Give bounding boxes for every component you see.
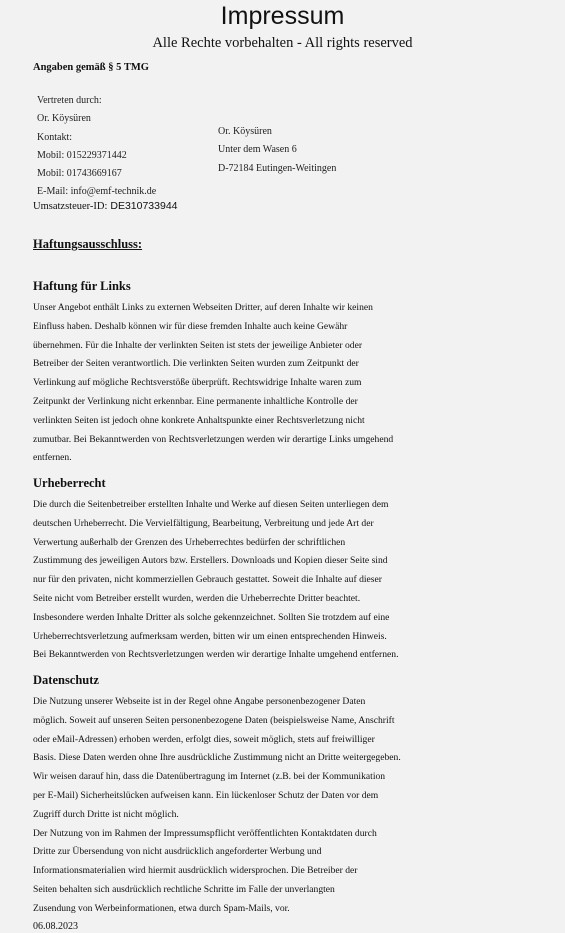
address-name: Or. Köysüren — [218, 126, 272, 137]
disclaimer-heading: Haftungsausschluss: — [33, 237, 143, 251]
contact-label: Kontakt: — [37, 131, 72, 143]
publication-date: 06.08.2023 — [33, 921, 78, 932]
privacy-heading: Datenschutz — [33, 673, 99, 687]
vat-id-label: Umsatzsteuer-ID: — [33, 201, 108, 212]
vat-id-value: DE310733944 — [110, 200, 178, 212]
links-section — [33, 279, 433, 468]
links-heading: Haftung für Links — [33, 279, 131, 293]
tmg-heading: Angaben gemäß § 5 TMG — [33, 62, 149, 73]
vat-id — [33, 200, 178, 212]
mobile-number-1: Mobil: 015229371442 — [37, 149, 127, 161]
rights-subtitle: Alle Rechte vorbehalten - All rights reserved — [152, 35, 413, 51]
representative-name: Or. Köysüren — [37, 113, 91, 125]
address-block — [218, 123, 336, 178]
represented-by-label: Vertreten durch: — [37, 95, 102, 106]
links-text: Unser Angebot enthält Links zu externen Webseiten Dritter, auf deren Inhalte wir keinen Einfluss haben. Deshalb können wir für diese fremden Inhalte auch keine Gewähr übernehmen. Für die Inhalte der verlinkten Seiten ist stets der jeweilige Anbieter oder Betreiber der Seiten verantwortlich. Die verlinkten Seiten wurden zum Zeitpunkt der Verlinkung auf mögliche Rechtsverstöße überprüft. Rechtswidrige Inhalte waren zum Zeitpunkt der Verlinkung nicht erkennbar. Eine permanente inhaltliche Kontrolle der verlinkten Seiten ist jedoch ohne konkrete Anhaltspunkte einer Rechtsverletzung nicht zumutbar. Bei Bekanntwerden von Rechtsverletzungen werden wir derartige Links umgehend entfernen. — [33, 302, 394, 464]
page-title: Impressum — [220, 2, 345, 30]
contact-block — [37, 92, 156, 202]
copyright-text: Die durch die Seitenbetreiber erstellten Inhalte und Werke auf diesen Seiten unterliegen dem deutschen Urheberrecht. Die Vervielfältigung, Bearbeitung, Verbreitung und jede Art der Verwertung außerhalb der Grenzen des Urheberrechtes bedürfen der schriftlichen Zustimmung des jeweiligen Autors bzw. Erstellers. Downloads und Kopien dieser Seite sind nur für den privaten, nicht kommerziellen Gebrauch gestattet. Soweit die Inhalte auf dieser Seite nicht vom Betreiber erstellt wurden, werden die Urheberrechte Dritter beachtet. Insbesondere werden Inhalte Dritter als solche gekennzeichnet. Sollten Sie trotzdem auf eine Urheberrechtsverletzung aufmerksam werden, bitten wir um einen entsprechenden Hinweis. Bei Bekanntwerden von Rechtsverletzungen werden wir derartige Inhalte umgehend entfernen. — [33, 499, 399, 661]
privacy-text: Die Nutzung unserer Webseite ist in der Regel ohne Angabe personenbezogener Daten möglich. Soweit auf unseren Seiten personenbezogene Daten (beispielsweise Name, Anschrift oder eMail-Adressen) erhoben werden, erfolgt dies, soweit möglich, stets auf freiwilliger Basis. Diese Daten werden ohne Ihre ausdrückliche Zustimmung nicht an Dritte weitergegeben. Wir weisen darauf hin, dass die Datenübertragung im Internet (z.B. bei der Kommunikation per E-Mail) Sicherheitslücken aufweisen kann. Ein lückenloser Schutz der Daten vor dem Zugriff durch Dritte ist nicht möglich. Der Nutzung von im Rahmen der Impressumspflicht veröffentlichten Kontaktdaten durch Dritte zur Übersendung von nicht ausdrücklich angeforderter Werbung und Informationsmaterialien wird hiermit ausdrücklich widersprochen. Die Betreiber der Seiten behalten sich ausdrücklich rechtliche Schritte im Falle der unverlangten Zusendung von Werbeinformationen, etwa durch Spam-Mails, vor. — [33, 696, 401, 914]
address-street: Unter dem Wasen 6 — [218, 144, 297, 156]
mobile-number-2: Mobil: 01743669167 — [37, 168, 122, 180]
privacy-section — [33, 673, 433, 919]
copyright-section — [33, 476, 433, 665]
address-city: D-72184 Eutingen-Weitingen — [218, 162, 337, 174]
email-address: E-Mail: info@emf-technik.de — [37, 186, 157, 198]
copyright-heading: Urheberrecht — [33, 476, 106, 490]
